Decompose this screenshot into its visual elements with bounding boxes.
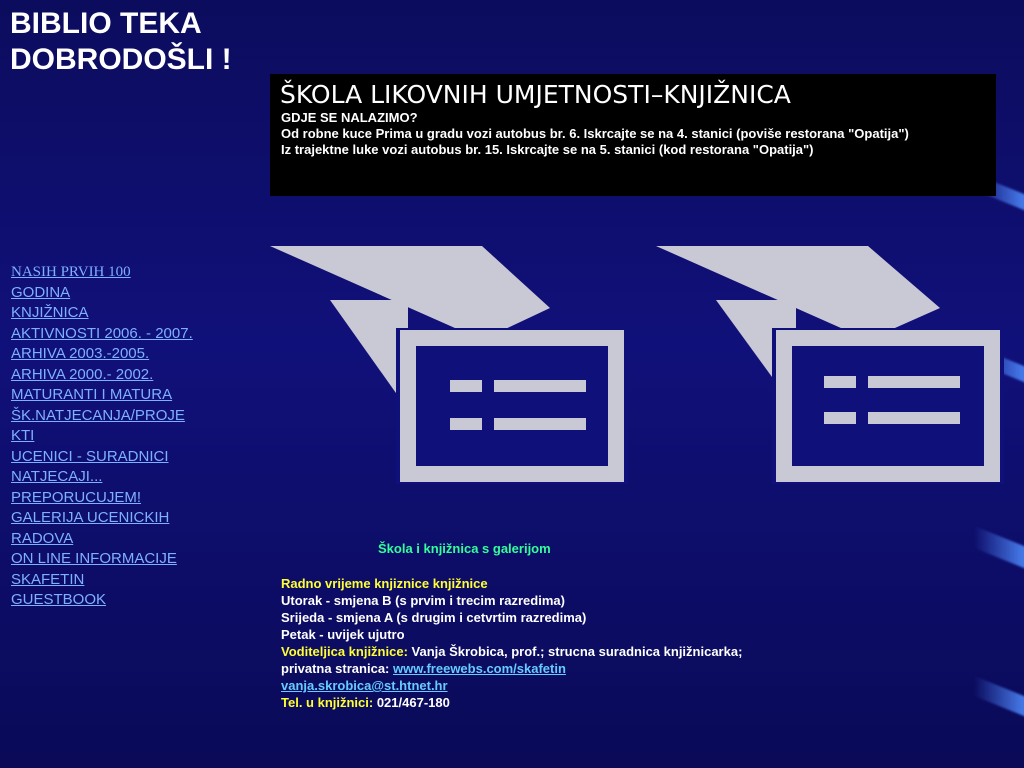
sidebar-item-ucenici-suradnici[interactable]: UCENICI - SURADNICI	[11, 447, 169, 465]
sidebar-item-natjecaji[interactable]: NATJECAJI...	[11, 468, 103, 485]
chevron-arrow-right	[656, 246, 940, 340]
school-info-panel	[270, 74, 996, 196]
sidebar-item-natjecanja-projekti[interactable]: ŠK.NATJECANJA/PROJE	[11, 406, 185, 424]
hours-heading	[281, 575, 981, 592]
decor-streak	[974, 526, 1024, 576]
sidebar-item-maturanti[interactable]: MATURANTI I MATURA	[11, 386, 173, 403]
diagram-caption: Škola i knjižnica s galerijom	[378, 541, 551, 556]
telephone-value: 021/467-180	[373, 695, 450, 710]
direction-bus-15: Iz trajektne luke vozi autobus br. 15. Iskrcajte se na 5. stanici (kod restorana "Opatija")	[281, 142, 814, 157]
school-title: ŠKOLA LIKOVNIH UMJETNOSTI–KNJIŽNICA	[280, 80, 791, 109]
telephone-label: Tel. u knjižnici:	[281, 695, 374, 710]
sidebar-item-online-informacije[interactable]: ON LINE INFORMACIJE	[11, 550, 177, 567]
private-page-link[interactable]: www.freewebs.com/skafetin	[393, 661, 566, 676]
sidebar-item-aktivnosti[interactable]: AKTIVNOSTI 2006. - 2007.	[11, 324, 193, 342]
school-library-diagram	[268, 240, 1008, 500]
sidebar-item-natjecanja-projekti-cont[interactable]: KTI	[11, 427, 35, 444]
hours-label: Radno vrijeme knjiznice k	[281, 576, 440, 591]
hours-friday: Petak - uvijek ujutro	[281, 627, 405, 642]
sidebar-nav	[11, 262, 226, 611]
site-title-line2: DOBRODOŠLI !	[10, 43, 232, 76]
hours-wednesday: Srijeda - smjena A (s drugim i cetvrtim razredima)	[281, 610, 587, 625]
direction-bus-6: Od robne kuce Prima u gradu vozi autobus br. 6. Iskrcajte se na 4. stanici (poviše restorana "Opatija")	[281, 126, 909, 141]
library-form-icon[interactable]	[772, 328, 1004, 484]
school-form-icon[interactable]	[396, 328, 628, 484]
directions-heading: GDJE SE NALAZIMO?	[281, 110, 418, 125]
private-page-line	[281, 660, 981, 677]
telephone-line	[281, 694, 981, 711]
email-link[interactable]: vanja.skrobica@st.htnet.hr	[281, 678, 448, 693]
site-title-line1: BIBLIO TEKA	[10, 7, 202, 40]
sidebar-item-preporucujem[interactable]: PREPORUCUJEM!	[11, 488, 142, 506]
sidebar-item-godina[interactable]: GODINA	[11, 283, 71, 301]
site-title	[10, 6, 232, 78]
hours-tuesday: Utorak - smjena B (s prvim i trecim razredima)	[281, 593, 565, 608]
sidebar-item-galerija-radova[interactable]: RADOVA	[11, 529, 74, 547]
hours-label-end: njižnice	[439, 576, 488, 591]
leader-value: Vanja Škrobica, prof.; strucna suradnica knjižnicarka;	[407, 644, 743, 659]
sidebar-item-galerija[interactable]: GALERIJA UCENICKIH	[11, 509, 170, 526]
leader-label: Voditeljica knjižnice:	[281, 644, 408, 659]
sidebar-item-guestbook[interactable]: GUESTBOOK	[11, 591, 107, 608]
sidebar-item-nasih-prvih-100[interactable]: NASIH PRVIH 100	[11, 264, 131, 280]
chevron-arrow-left	[270, 246, 550, 340]
sidebar-item-knjiznica[interactable]: KNJIŽNICA	[11, 304, 89, 321]
library-info	[281, 575, 981, 711]
directions	[281, 110, 991, 158]
leader-line	[281, 643, 981, 660]
decor-streak	[974, 676, 1024, 724]
sidebar-item-arhiva-2000[interactable]: ARHIVA 2000.- 2002.	[11, 365, 154, 383]
sidebar-item-skafetin[interactable]: SKAFETIN	[11, 570, 85, 588]
private-page-label: privatna stranica:	[281, 661, 393, 676]
sidebar-item-arhiva-2003[interactable]: ARHIVA 2003.-2005.	[11, 345, 150, 362]
email-line	[281, 677, 981, 694]
